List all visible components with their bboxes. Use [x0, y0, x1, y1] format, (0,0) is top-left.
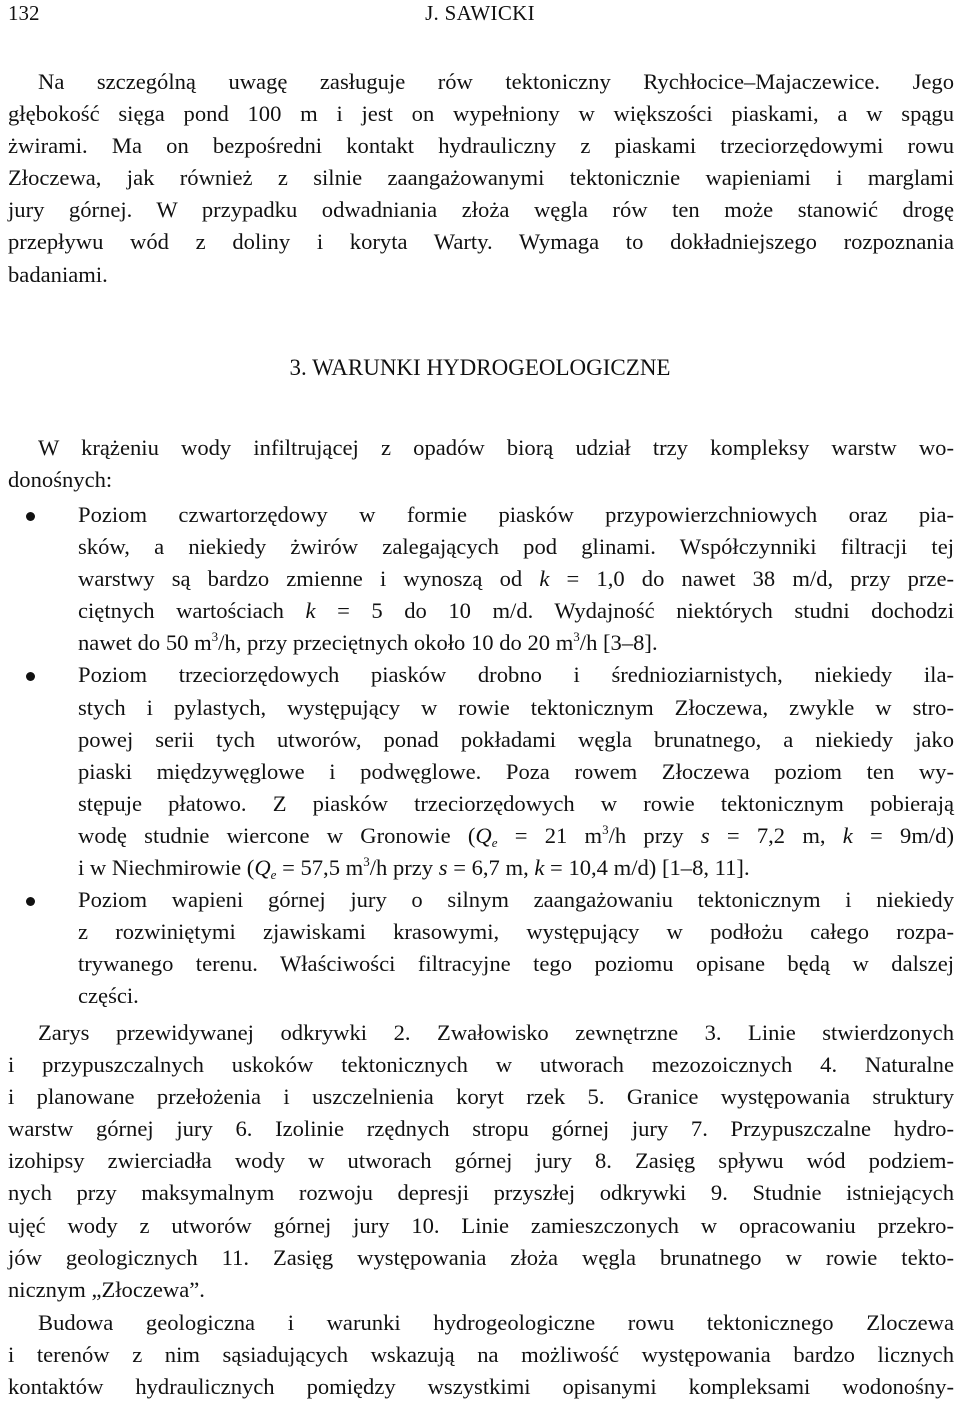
superscript: 3 — [602, 821, 609, 837]
text-fragment: = 5 do 10 m/d. Wydajność niektórych studni dochodzi — [315, 598, 954, 624]
text-line: Poziom wapieni górnej jury o silnym zaangażowaniu tektonicznym i niekiedy — [78, 887, 954, 913]
subscript-e: e — [270, 867, 277, 883]
list-item-quaternary — [8, 499, 954, 659]
text-line: Na szczególną uwagę zasługuje rów tektoniczny Rychłocice–Majaczewice. Jego — [38, 69, 954, 94]
text-fragment: = 1,0 do nawet 38 m/d, przy prze- — [549, 566, 954, 592]
text-fragment: warstwy są bardzo zmienne i wynoszą od — [78, 566, 540, 592]
text-line: Budowa geologiczna i warunki hydrogeologiczne rowu tektonicznego Zloczewa — [38, 1310, 954, 1335]
text-line: stępuje płatowo. Z piasków trzeciorzędowych w rowie tektonicznym pobierają — [78, 790, 954, 816]
list-item-tertiary — [8, 659, 954, 884]
text-fragment: = 57,5 m — [276, 855, 364, 881]
text-fragment: = 10,4 m/d) [1–8, 11]. — [544, 855, 750, 881]
text-line — [78, 563, 954, 595]
text-fragment: ciętnych wartościach — [78, 598, 306, 624]
author-surname-rest: AWICKI — [456, 1, 535, 25]
superscript: 3 — [573, 629, 580, 645]
text-line — [78, 627, 954, 659]
text-line: stych i pylastych, występujący w rowie tektonicznym Złoczewa, zwykle w stro- — [78, 694, 954, 720]
paragraph-geology — [8, 1307, 954, 1403]
text-line: powej serii tych utworów, ponad pokładami węgla brunatnego, a niekiedy jako — [78, 726, 954, 752]
text-fragment: nawet do 50 m — [78, 630, 212, 656]
text-line: i przypuszczalnych uskoków tektonicznych w utworach mezozoicznych 4. Naturalne — [8, 1052, 954, 1078]
text-line: warstw górnej jury 6. Izolinie rzędnych stropu górnej jury 7. Przypuszczalne hydro- — [8, 1116, 954, 1142]
text-line: Poziom trzeciorzędowych piasków drobno i średnioziarnistych, niekiedy ila- — [78, 662, 954, 688]
text-line: jów geologicznych 11. Zasięg występowania złoża węgla brunatnego w rowie tekto- — [8, 1244, 954, 1270]
text-line: badaniami. — [8, 261, 108, 287]
page-number: 132 — [8, 1, 40, 25]
text-line — [78, 595, 954, 627]
text-line: części. — [78, 983, 139, 1009]
text-line: z rozwiniętymi zjawiskami krasowymi, występujący w podłożu całego rozpa- — [78, 919, 954, 945]
text-line: i terenów z nim sąsiadujących wskazują na możliwość występowania bardzo licznych — [8, 1342, 954, 1368]
text-line: Złoczewa, jak również z silnie zaangażowanymi tektonicznie wapieniami i marglami — [8, 165, 954, 191]
text-line: izohipsy zwierciadła wody w utworach górnej jury 8. Zasięg spływu wód podziem- — [8, 1148, 954, 1174]
text-line: donośnych: — [8, 467, 113, 493]
text-line: ujęć wody z utworów górnej jury 10. Linie zamieszczonych w opracowaniu przekro- — [8, 1212, 954, 1238]
paragraph-intro — [8, 432, 954, 496]
subscript-e: e — [491, 834, 498, 850]
symbol-q: Q — [475, 822, 492, 848]
bullet-icon — [26, 672, 35, 681]
text-line: jury górnej. W przypadku odwadniania złoża węgla rów ten może stanowić drogę — [8, 197, 954, 223]
superscript: 3 — [211, 629, 219, 645]
text-fragment: /h przy — [608, 822, 701, 848]
text-line: Poziom czwartorzędowy w formie piasków przypowierzchniowych oraz pia- — [78, 502, 954, 527]
list-item-jurassic — [8, 884, 954, 1012]
symbol-k: k — [534, 855, 545, 881]
text-line: trywanego terenu. Właściwości filtracyjne tego poziomu opisane będą w dalszej — [78, 951, 954, 977]
text-line: piaski międzywęglowe i podwęglowe. Poza rowem Złoczewa poziom ten wy- — [78, 758, 954, 784]
symbol-k: k — [842, 822, 853, 848]
text-line — [78, 852, 954, 884]
text-line: W krążeniu wody infiltrującej z opadów biorą udział trzy kompleksy warstw wo- — [38, 435, 954, 460]
text-fragment: = 7,2 m, — [709, 822, 843, 848]
text-line: kontaktów hydraulicznych pomiędzy wszystkimi opisanymi kompleksami wodonośny- — [8, 1374, 954, 1400]
text-fragment: = 21 m — [497, 822, 603, 848]
text-line: nicznym „Złoczewa”. — [8, 1276, 205, 1302]
symbol-q: Q — [254, 855, 271, 881]
text-fragment: /h, przy przeciętnych około 10 do 20 m — [218, 630, 574, 656]
bullet-icon — [26, 897, 35, 906]
symbol-s: s — [700, 822, 710, 848]
running-head — [8, 0, 952, 26]
text-fragment: wodę studnie wiercone w Gronowie ( — [78, 822, 476, 848]
symbol-k: k — [539, 566, 550, 592]
text-line — [78, 820, 954, 852]
text-fragment: = 9m/d) — [852, 822, 954, 848]
aquifer-list — [8, 499, 954, 1013]
running-author: J. SAWICKI — [425, 1, 535, 25]
text-fragment: = 6,7 m, — [447, 855, 535, 881]
text-line: przepływu wód z doliny i koryta Warty. Wymaga to dokładniejszego rozpoznania — [8, 229, 954, 255]
text-line: i planowane przełożenia i uszczelnienia koryt rzek 5. Granice występowania struktury — [8, 1084, 954, 1110]
symbol-s: s — [438, 855, 448, 881]
text-fragment: /h przy — [369, 855, 439, 881]
text-fragment: i w Niechmirowie ( — [78, 855, 255, 881]
text-line: sków, a niekiedy żwirów zalegających pod glinami. Współczynniki filtracji tej — [78, 534, 954, 560]
bullet-icon — [26, 512, 35, 521]
symbol-k: k — [305, 598, 316, 624]
text-line: Zarys przewidywanej odkrywki 2. Zwałowisko zewnętrzne 3. Linie stwierdzonych — [38, 1020, 954, 1045]
paragraph-rychlocice — [8, 66, 954, 291]
text-fragment: /h [3–8]. — [579, 630, 658, 656]
superscript: 3 — [363, 854, 370, 870]
paragraph-legend — [8, 1017, 954, 1306]
section-heading: 3. WARUNKI HYDROGEOLOGICZNE — [289, 355, 671, 380]
text-line: głębokość sięga pond 100 m i jest on wypełniony w większości piaskami, a w spągu — [8, 101, 954, 127]
text-line: nych przy maksymalnym rozwoju depresji przyszłej odkrywki 9. Studnie istniejących — [8, 1180, 954, 1206]
text-line: żwirami. Ma on bezpośredni kontakt hydrauliczny z piaskami trzeciorzędowymi rowu — [8, 133, 954, 159]
